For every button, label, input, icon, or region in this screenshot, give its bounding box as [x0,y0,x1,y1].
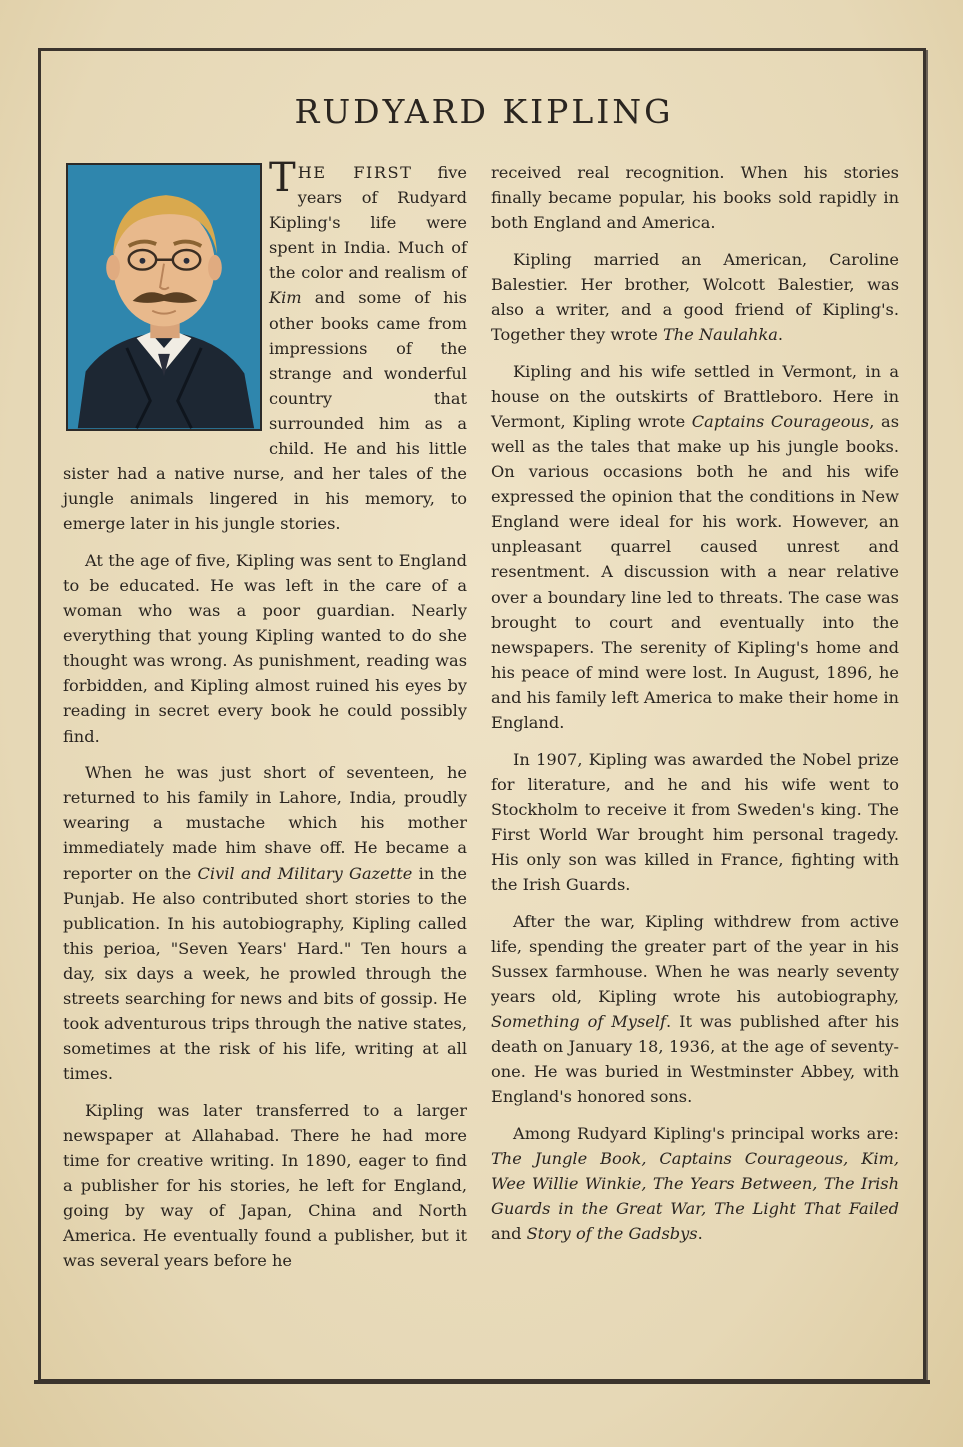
paragraph-text: and [491,1224,527,1244]
paragraph-4: Kipling was later transferred to a larger newspaper at Allahabad. There he had more time for creative writing. In 1890, eager to find a publisher for his stories, he left for England, going by way of Japan, China and North America. He eventually found a publisher, but it was several years before he [63,1100,467,1271]
left-column [63,155,468,1285]
paragraph-text: Kipling and his wife settled in Vermont, in a house on the outskirts of Brattleboro. Here in Vermont, Kipling wrote [491,361,899,431]
paragraph-text: Kipling married an American, Caroline Balestier. Her brother, Wolcott Balestier, was also a writer, and a good friend of Kipling's. Together they wrote [491,249,899,345]
page-title: RUDYARD KIPLING [294,92,674,131]
paragraph-6 [491,247,899,347]
paragraph-5: received real recognition. When his stories finally became popular, his books sold rapidly in both England and America. [491,163,899,233]
paragraph-text: . [697,1224,703,1244]
book-title: Story of the Gadsbys [526,1224,698,1244]
paragraph-8: In 1907, Kipling was awarded the Nobel prize for literature, and he and his wife went to Stockholm to receive it from Sweden's king. The First World War brought him personal tragedy. His only son was killed in France, fighting with the Irish Guards. [491,749,899,895]
portrait-spacer [63,160,269,442]
right-column [491,160,899,1258]
paragraph-3 [63,760,467,1086]
paragraph-text: . It was published after his death on January 18, 1936, at the age of seventy-one. He was buried in Westminster Abbey, with England's honored sons. [491,1012,900,1107]
paragraph-text: in the Punjab. He also contributed short stories to the publication. In his autobiography, Kipling called this perioa, "Seven Years' Hard." Ten hours a day, six days a week, he prowled through the streets searching for news and bits of gossip. He took adventurous trips through the native states, sometimes at the risk of his life, writing at all times. [63,863,467,1084]
paragraph-text: When he was just short of seventeen, he returned to his family in Lahore, India, proudly wearing a mustache which his mother immediately made him shave off. He became a reporter on the [63,763,467,883]
book-title: Kim [269,288,302,308]
paragraph-7 [491,359,899,735]
bottom-rule [34,1380,930,1384]
paragraph-text: , as well as the tales that make up his jungle books. On various occasions both he and his wife expressed the opinion that the conditions in New England were ideal for his work. However, an unpleasant quarrel caused unrest and resentment. A discussion with a near relative over a boundary line led to threats. The case was brought to court and eventually into the newspapers. The serenity of Kipling's home and his peace of mind were lost. In August, 1896, he and his family left America to make their home in England. [491,411,900,732]
drop-cap: T [269,155,296,201]
book-title: Something of Myself [491,1012,667,1031]
lead-words: HE FIRST [297,163,413,182]
paragraph-text: five years of Rudyard Kipling's life were spent in India. Much of the color and realism of [269,163,468,283]
paragraph-text: . [777,325,784,345]
works-list: The Jungle Book, Captains Courageous, Kim, Wee Willie Winkie, The Years Between, The Irish Guards in the Great War, The Light That Failed [491,1148,899,1219]
publication-title: Civil and Military Gazette [197,863,413,883]
paragraph-1 [63,155,468,536]
paragraph-9 [491,909,899,1110]
paragraph-2: At the age of five, Kipling was sent to England to be educated. He was left in the care of a woman who was a poor guardian. Nearly everything that young Kipling wanted to do she thought was wrong. As punishment, reading was forbidden, and Kipling almost ruined his eyes by reading in secret every book he could possibly find. [63,550,467,746]
paragraph-text: and some of his other books came from impressions of the strange and wonderful country that surrounded him as a child. He and his little sister had a native nurse, and her tales of the jungle animals lingered in his memory, to emerge later in his jungle stories. [63,288,467,534]
book-title: The Naulahka [663,325,778,345]
paragraph-10 [491,1121,899,1246]
paragraph-text: After the war, Kipling withdrew from active life, spending the greater part of the year in his Sussex farmhouse. When he was nearly seventy years old, Kipling wrote his autobiography, [491,911,899,1006]
paragraph-text: Among Rudyard Kipling's principal works are: [513,1123,899,1143]
book-title: Captains Courageous [691,411,870,431]
